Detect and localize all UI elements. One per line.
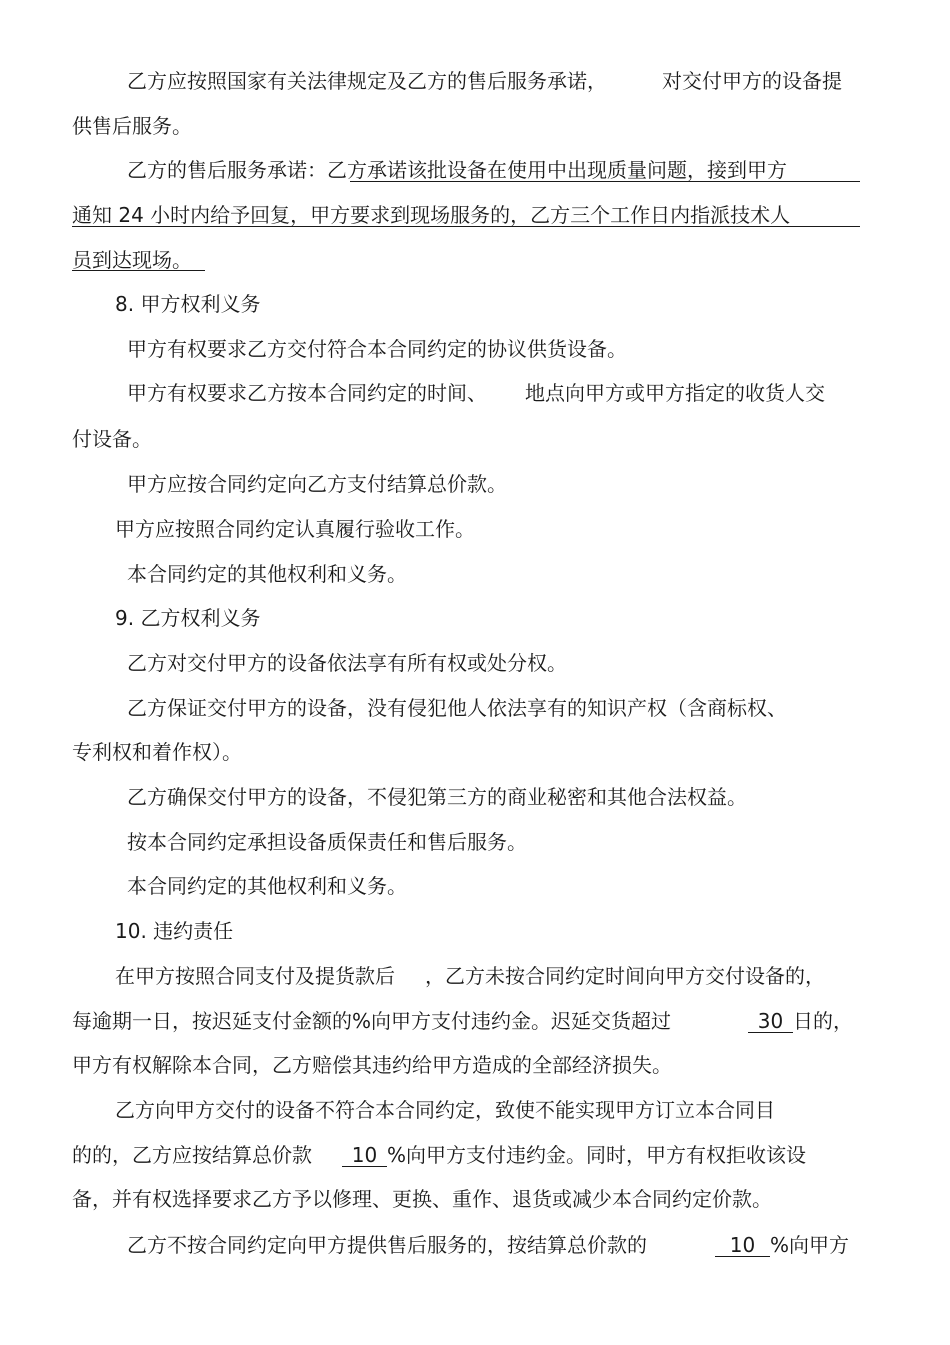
paragraph-line: 乙方对交付甲方的设备依法享有所有权或处分权。 <box>127 651 567 675</box>
paragraph-line: 甲方有权要求乙方按本合同约定的时间、 <box>127 381 487 405</box>
section-heading: 10. 违约责任 <box>115 919 234 943</box>
paragraph-line: 30 日的， <box>748 1008 853 1034</box>
paragraph-line: 本合同约定的其他权利和义务。 <box>127 874 407 898</box>
underline-rule <box>72 270 205 271</box>
paragraph-line: 备，并有权选择要求乙方予以修理、更换、重作、退货或减少本合同约定价款。 <box>72 1187 772 1211</box>
section-heading: 9. 乙方权利义务 <box>115 606 261 630</box>
section-heading: 8. 甲方权利义务 <box>115 292 261 316</box>
paragraph-line: 乙方确保交付甲方的设备，不侵犯第三方的商业秘密和其他合法权益。 <box>127 785 747 809</box>
paragraph-line: 10 %向甲方支付违约金。同时，甲方有权拒收该设 <box>342 1142 806 1168</box>
service-commitment-text: 员到达现场。 <box>72 248 192 272</box>
paragraph-line: 乙方应按照国家有关法律规定及乙方的售后服务承诺， <box>127 69 607 93</box>
service-commitment-label: 乙方的售后服务承诺：乙方承诺该批设备在使用中出现质量问题，接到甲方 <box>127 158 787 182</box>
paragraph-line: 10 %向甲方 <box>715 1232 849 1258</box>
paragraph-line: 每逾期一日，按迟延支付金额的%向甲方支付违约金。迟延交货超过 <box>72 1009 672 1033</box>
paragraph-line: 对交付甲方的设备提 <box>662 69 842 93</box>
paragraph-line: 按本合同约定承担设备质保责任和售后服务。 <box>127 830 527 854</box>
underline-rule <box>72 226 860 227</box>
paragraph-line: 供售后服务。 <box>72 114 192 138</box>
paragraph-line: 专利权和着作权）。 <box>72 740 242 764</box>
service-commitment-text: 通知 24 小时内给予回复，甲方要求到现场服务的，乙方三个工作日内指派技术人 <box>72 203 791 227</box>
paragraph-line: 乙方保证交付甲方的设备，没有侵犯他人依法享有的知识产权（含商标权、 <box>127 696 787 720</box>
paragraph-line: 甲方有权解除本合同，乙方赔偿其违约给甲方造成的全部经济损失。 <box>72 1053 672 1077</box>
fill-in-blank: 30 <box>748 1010 793 1033</box>
paragraph-line: 本合同约定的其他权利和义务。 <box>127 562 407 586</box>
paragraph-line: 的的，乙方应按结算总价款 <box>72 1143 312 1167</box>
fill-in-blank: 10 <box>715 1234 770 1257</box>
paragraph-line: 付设备。 <box>72 427 152 451</box>
paragraph-line: ，乙方未按合同约定时间向甲方交付设备的， <box>425 964 825 988</box>
underline-rule <box>350 181 860 182</box>
paragraph-line: 甲方应按合同约定向乙方支付结算总价款。 <box>127 472 507 496</box>
paragraph-line: 乙方不按合同约定向甲方提供售后服务的，按结算总价款的 <box>127 1233 647 1257</box>
paragraph-line: 在甲方按照合同支付及提货款后 <box>115 964 395 988</box>
paragraph-line: 乙方向甲方交付的设备不符合本合同约定，致使不能实现甲方订立本合同目 <box>115 1098 775 1122</box>
paragraph-line: 地点向甲方或甲方指定的收货人交 <box>525 381 825 405</box>
fill-in-blank: 10 <box>342 1144 387 1167</box>
paragraph-line: 甲方有权要求乙方交付符合本合同约定的协议供货设备。 <box>127 337 627 361</box>
paragraph-line: 甲方应按照合同约定认真履行验收工作。 <box>115 517 475 541</box>
